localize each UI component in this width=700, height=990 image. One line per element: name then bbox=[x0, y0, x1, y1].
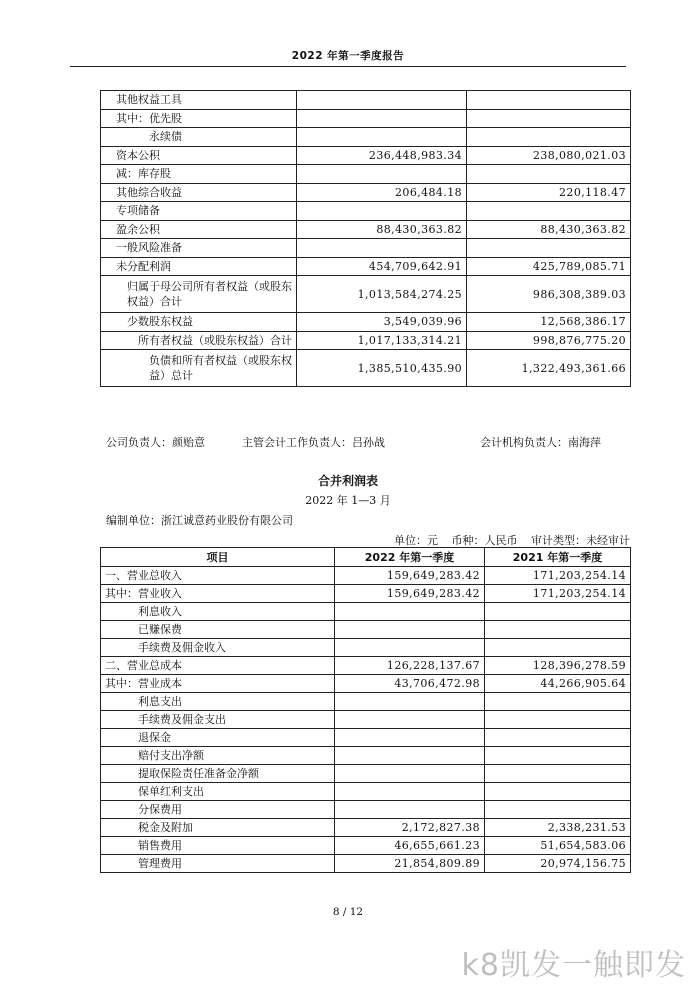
report-header: 2022 年第一季度报告 bbox=[291, 50, 405, 62]
current-period-value bbox=[297, 202, 467, 221]
current-period-value: 159,649,283.42 bbox=[335, 585, 485, 603]
table-row bbox=[101, 567, 631, 585]
row-label: 利息支出 bbox=[101, 693, 335, 711]
current-period-value: 21,854,809.89 bbox=[335, 855, 485, 873]
prior-period-value bbox=[467, 128, 631, 147]
prior-period-value: 171,203,254.14 bbox=[485, 585, 631, 603]
column-header-2022q1: 2022 年第一季度 bbox=[335, 548, 485, 567]
prior-period-value bbox=[485, 801, 631, 819]
current-period-value: 46,655,661.23 bbox=[335, 837, 485, 855]
prior-period-value: 1,322,493,361.66 bbox=[467, 350, 631, 387]
row-label: 盈余公积 bbox=[101, 220, 297, 239]
table-row bbox=[101, 747, 631, 765]
current-period-value: 43,706,472.98 bbox=[335, 675, 485, 693]
row-label: 利息收入 bbox=[101, 603, 335, 621]
current-period-value: 126,228,137.67 bbox=[335, 657, 485, 675]
row-label: 一、营业总收入 bbox=[101, 567, 335, 585]
row-label: 资本公积 bbox=[101, 146, 297, 165]
prior-period-value: 51,654,583.06 bbox=[485, 837, 631, 855]
current-period-value bbox=[297, 128, 467, 147]
watermark-logo-text: k8凯发一触即发 bbox=[461, 948, 686, 983]
company-head: 公司负责人：颜贻意 bbox=[106, 436, 205, 449]
prior-period-value bbox=[485, 729, 631, 747]
prior-period-value bbox=[485, 621, 631, 639]
prior-period-value bbox=[485, 783, 631, 801]
prior-period-value: 986,308,389.03 bbox=[467, 276, 631, 313]
prior-period-value: 20,974,156.75 bbox=[485, 855, 631, 873]
income-statement-title: 合并利润表 bbox=[317, 474, 378, 488]
table-row bbox=[101, 276, 631, 313]
row-label: 所有者权益（或股东权益）合计 bbox=[101, 331, 297, 350]
accounting-org-head: 会计机构负责人：南海萍 bbox=[480, 436, 601, 449]
table-row bbox=[101, 183, 631, 202]
row-label: 其他权益工具 bbox=[101, 91, 297, 110]
audit-type-label: 审计类型：未经审计 bbox=[531, 534, 630, 547]
table-row bbox=[101, 331, 631, 350]
table-row bbox=[101, 675, 631, 693]
prior-period-value: 88,430,363.82 bbox=[467, 220, 631, 239]
current-period-value bbox=[297, 165, 467, 184]
row-label: 已赚保费 bbox=[101, 621, 335, 639]
table-row bbox=[101, 239, 631, 258]
prior-period-value bbox=[485, 693, 631, 711]
current-period-value: 2,172,827.38 bbox=[335, 819, 485, 837]
prior-period-value bbox=[485, 765, 631, 783]
column-header-2021q1: 2021 年第一季度 bbox=[485, 548, 631, 567]
row-label: 管理费用 bbox=[101, 855, 335, 873]
table-row bbox=[101, 621, 631, 639]
row-label: 手续费及佣金支出 bbox=[101, 711, 335, 729]
prior-period-value bbox=[467, 109, 631, 128]
prior-period-value: 12,568,386.17 bbox=[467, 313, 631, 332]
current-period-value bbox=[297, 109, 467, 128]
table-row bbox=[101, 729, 631, 747]
current-period-value bbox=[335, 765, 485, 783]
row-label: 归属于母公司所有者权益（或股东权益）合计 bbox=[101, 276, 297, 313]
table-row bbox=[101, 657, 631, 675]
prior-period-value: 128,396,278.59 bbox=[485, 657, 631, 675]
table-row bbox=[101, 801, 631, 819]
current-period-value: 1,385,510,435.90 bbox=[297, 350, 467, 387]
header-rule bbox=[70, 66, 626, 67]
row-label: 其中：优先股 bbox=[101, 109, 297, 128]
current-period-value bbox=[335, 783, 485, 801]
table-row bbox=[101, 313, 631, 332]
prior-period-value: 998,876,775.20 bbox=[467, 331, 631, 350]
current-period-value bbox=[335, 639, 485, 657]
prior-period-value bbox=[467, 165, 631, 184]
prior-period-value bbox=[485, 603, 631, 621]
table-row bbox=[101, 837, 631, 855]
prior-period-value bbox=[467, 91, 631, 110]
page-number: 8 / 12 bbox=[332, 906, 364, 918]
table-row bbox=[101, 765, 631, 783]
table-row bbox=[101, 783, 631, 801]
currency-label: 币种：人民币 bbox=[451, 534, 518, 547]
signature-line bbox=[106, 434, 630, 450]
table-row bbox=[101, 109, 631, 128]
table-row bbox=[101, 146, 631, 165]
row-label: 二、营业总成本 bbox=[101, 657, 335, 675]
current-period-value: 3,549,039.96 bbox=[297, 313, 467, 332]
prior-period-value bbox=[485, 747, 631, 765]
table-row bbox=[101, 128, 631, 147]
prior-period-value bbox=[485, 711, 631, 729]
current-period-value bbox=[335, 693, 485, 711]
prior-period-value: 2,338,231.53 bbox=[485, 819, 631, 837]
row-label: 永续债 bbox=[101, 128, 297, 147]
table-row bbox=[101, 350, 631, 387]
current-period-value: 236,448,983.34 bbox=[297, 146, 467, 165]
table-row bbox=[101, 639, 631, 657]
row-label: 其中：营业成本 bbox=[101, 675, 335, 693]
prior-period-value bbox=[467, 239, 631, 258]
prior-period-value: 220,118.47 bbox=[467, 183, 631, 202]
balance-sheet-equity-table bbox=[100, 90, 631, 387]
row-label: 退保金 bbox=[101, 729, 335, 747]
row-label: 税金及附加 bbox=[101, 819, 335, 837]
table-row bbox=[101, 711, 631, 729]
preparing-unit: 编制单位：浙江诚意药业股份有限公司 bbox=[106, 514, 293, 527]
current-period-value bbox=[335, 729, 485, 747]
prior-period-value: 238,080,021.03 bbox=[467, 146, 631, 165]
current-period-value bbox=[297, 239, 467, 258]
current-period-value: 88,430,363.82 bbox=[297, 220, 467, 239]
income-statement-table bbox=[100, 547, 631, 873]
row-label: 未分配利润 bbox=[101, 257, 297, 276]
table-row bbox=[101, 855, 631, 873]
prior-period-value: 171,203,254.14 bbox=[485, 567, 631, 585]
row-label: 减：库存股 bbox=[101, 165, 297, 184]
prior-period-value: 44,266,905.64 bbox=[485, 675, 631, 693]
row-label: 赔付支出净额 bbox=[101, 747, 335, 765]
current-period-value bbox=[335, 711, 485, 729]
row-label: 一般风险准备 bbox=[101, 239, 297, 258]
row-label: 其中：营业收入 bbox=[101, 585, 335, 603]
income-header-row bbox=[101, 548, 631, 567]
row-label: 负债和所有者权益（或股东权益）总计 bbox=[101, 350, 297, 387]
row-label: 销售费用 bbox=[101, 837, 335, 855]
table-row bbox=[101, 91, 631, 110]
prior-period-value bbox=[467, 202, 631, 221]
table-row bbox=[101, 220, 631, 239]
current-period-value: 1,013,584,274.25 bbox=[297, 276, 467, 313]
current-period-value: 454,709,642.91 bbox=[297, 257, 467, 276]
table-row bbox=[101, 585, 631, 603]
row-label: 提取保险责任准备金净额 bbox=[101, 765, 335, 783]
current-period-value bbox=[335, 621, 485, 639]
row-label: 保单红利支出 bbox=[101, 783, 335, 801]
table-row bbox=[101, 819, 631, 837]
accounting-head: 主管会计工作负责人：吕孙战 bbox=[242, 436, 385, 449]
row-label: 其他综合收益 bbox=[101, 183, 297, 202]
table-row bbox=[101, 693, 631, 711]
table-row bbox=[101, 257, 631, 276]
row-label: 少数股东权益 bbox=[101, 313, 297, 332]
current-period-value: 159,649,283.42 bbox=[335, 567, 485, 585]
row-label: 专项储备 bbox=[101, 202, 297, 221]
row-label: 分保费用 bbox=[101, 801, 335, 819]
current-period-value bbox=[335, 801, 485, 819]
prior-period-value bbox=[485, 639, 631, 657]
prior-period-value: 425,789,085.71 bbox=[467, 257, 631, 276]
income-statement-period: 2022 年 1—3 月 bbox=[305, 494, 391, 507]
table-row bbox=[101, 165, 631, 184]
unit-line bbox=[384, 532, 630, 548]
current-period-value: 206,484.18 bbox=[297, 183, 467, 202]
column-header-item: 项目 bbox=[101, 548, 335, 567]
row-label: 手续费及佣金收入 bbox=[101, 639, 335, 657]
table-row bbox=[101, 603, 631, 621]
current-period-value bbox=[335, 603, 485, 621]
unit-label: 单位：元 bbox=[394, 534, 438, 547]
current-period-value: 1,017,133,314.21 bbox=[297, 331, 467, 350]
current-period-value bbox=[335, 747, 485, 765]
current-period-value bbox=[297, 91, 467, 110]
table-row bbox=[101, 202, 631, 221]
